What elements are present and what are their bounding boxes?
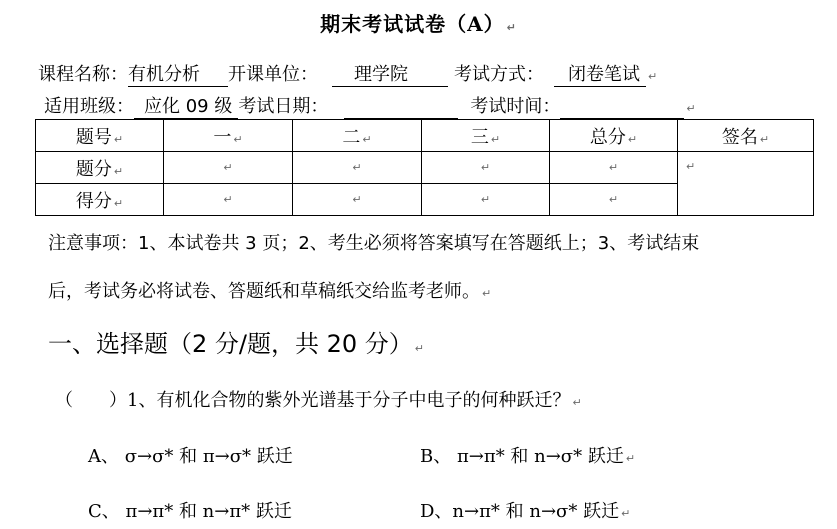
option-d [420,497,630,523]
points-cell: ↵ [164,152,293,184]
points-cell: ↵ [293,152,422,184]
notice-line-1: 注意事项：1、本试卷共 3 页；2、考生必须将答案填写在答题纸上；3、考试结束 [48,233,700,254]
course-value: 有机分析 [128,60,228,87]
header-cell: 三 ↵ [422,120,550,152]
class-label: 适用班级： [44,96,134,117]
option-d-text: D、n→π* 和 n→σ* 跃迁 [420,501,620,522]
paragraph-mark: ↵ [648,70,658,83]
paragraph-mark: ↵ [686,102,696,115]
date-value [344,98,458,119]
paragraph-mark: ↵ [414,342,424,355]
notice-line-2 [48,277,491,303]
info-line-2 [44,92,696,119]
row-label: 得分 ↵ [36,184,164,216]
exam-title-text: 期末考试试卷（A） [320,12,505,36]
option-c-text: C、 π→π* 和 n→π* 跃迁 [88,501,292,522]
header-cell: 题号 ↵ [36,120,164,152]
section-heading-text: 一、选择题（2 分/题，共 20 分） [48,330,413,358]
points-cell: ↵ [422,152,550,184]
paragraph-mark: ↵ [482,287,492,300]
option-b [420,442,635,468]
option-a [88,442,293,468]
question-1 [55,386,582,412]
notice-line-2-text: 后，考试务必将试卷、答题纸和草稿纸交给监考老师。 [48,281,480,302]
signature-cell: ↵ [678,152,814,216]
got-cell: ↵ [164,184,293,216]
question-1-text: 1、有机化合物的紫外光谱基于分子中电子的何种跃迁？ [127,390,571,411]
date-label: 考试日期： [238,96,329,117]
got-cell: ↵ [293,184,422,216]
dept-value: 理学院 [332,60,448,87]
mode-label: 考试方式： [454,64,544,85]
info-line-1 [38,60,657,87]
time-value [560,98,684,119]
points-cell: ↵ [550,152,678,184]
paragraph-mark: ↵ [621,507,631,520]
class-value: 应化 09 级 [134,92,238,119]
section-heading [48,324,424,359]
option-b-text: B、 π→π* 和 n→σ* 跃迁 [420,446,624,467]
option-c [88,497,292,523]
answer-bracket: （ ） [55,390,127,411]
dept-label: 开课单位： [228,64,318,85]
paragraph-mark: ↵ [625,452,636,465]
paragraph-mark: ↵ [506,21,517,34]
score-table [35,119,814,216]
course-label: 课程名称： [38,64,128,85]
header-cell: 二 ↵ [293,120,422,152]
score-table-header-row [36,120,814,152]
header-cell: 签名 ↵ [678,120,814,152]
score-table-points-row [36,152,814,184]
got-cell: ↵ [422,184,550,216]
option-a-text: A、 σ→σ* 和 π→σ* 跃迁 [88,446,293,467]
mode-value: 闭卷笔试 [554,60,646,87]
row-label: 题分 ↵ [36,152,164,184]
exam-title [0,8,837,37]
time-label: 考试时间： [470,96,561,117]
paragraph-mark: ↵ [572,396,582,409]
header-cell: 总分 ↵ [550,120,678,152]
header-cell: 一 ↵ [164,120,293,152]
got-cell: ↵ [550,184,678,216]
